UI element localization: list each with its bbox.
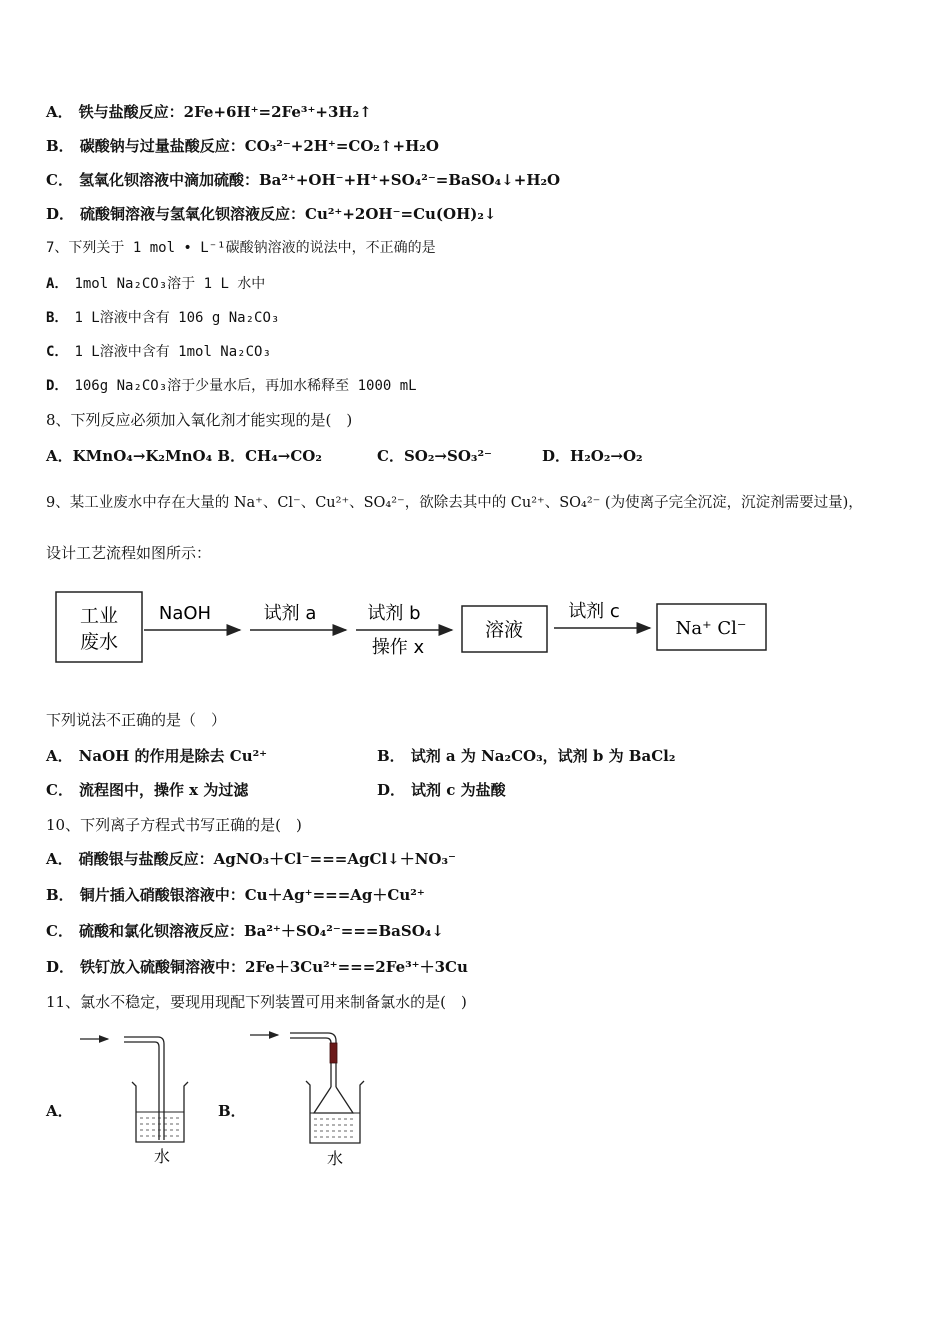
box3-label: Na⁺ Cl⁻ <box>675 618 747 639</box>
water-label: 水 <box>153 1147 171 1166</box>
q10-option-d <box>46 957 468 977</box>
option-label: B． <box>46 886 74 904</box>
gas-tube-inner <box>124 1042 159 1140</box>
option-label: B． <box>46 137 74 155</box>
option-label: B． <box>217 447 246 465</box>
option-label: A． <box>46 103 73 121</box>
funnel-icon <box>314 1087 353 1113</box>
arrow3-label-bottom: 操作 x <box>371 637 425 658</box>
option-text: KMnO₄→K₂MnO₄ <box>72 447 213 465</box>
q7-stem: 7、下列关于 1 mol • L⁻¹碳酸钠溶液的说法中，不正确的是 <box>46 240 436 256</box>
option-label: C． <box>377 447 404 465</box>
option-label: D． <box>46 958 75 976</box>
option-text: 铁钉放入硫酸铜溶液中：2Fe＋3Cu²⁺===2Fe³⁺＋3Cu <box>80 958 468 976</box>
box2-label: 溶液 <box>484 619 524 641</box>
box1-label: 工业 <box>79 605 119 627</box>
option-label: A． <box>46 276 69 292</box>
option-label: C． <box>46 171 73 189</box>
apparatus-a <box>76 1030 196 1170</box>
option-text: 铜片插入硝酸银溶液中：Cu＋Ag⁺===Ag＋Cu²⁺ <box>79 886 425 904</box>
q7-option-a <box>46 274 265 294</box>
arrow2-label: 试剂 a <box>263 603 317 624</box>
rubber-tube-icon <box>330 1043 337 1063</box>
option-text: 106g Na₂CO₃溶于少量水后，再加水稀释至 1000 mL <box>74 378 417 394</box>
q8-option-c <box>377 446 492 466</box>
option-text: 硝酸银与盐酸反应：AgNO₃＋Cl⁻===AgCl↓＋NO₃⁻ <box>78 850 456 868</box>
option-text: CH₄→CO₂ <box>245 447 322 465</box>
option-text: 试剂 a 为 Na₂CO₃，试剂 b 为 BaCl₂ <box>410 747 676 765</box>
q8-stem: 8、下列反应必须加入氧化剂才能实现的是( ) <box>46 411 353 429</box>
q8-options <box>46 446 322 466</box>
q9-stem-line2: 设计工艺流程如图所示： <box>46 544 212 562</box>
option-label: B． <box>46 310 69 326</box>
arrow4-label: 试剂 c <box>568 601 620 622</box>
q6-option-d <box>46 204 497 224</box>
q6-option-b <box>46 136 439 156</box>
q10-option-a <box>46 849 456 869</box>
box1-label-2: 废水 <box>79 631 119 653</box>
option-text: 1 L溶液中含有 1mol Na₂CO₃ <box>74 344 271 360</box>
option-label: C． <box>46 781 73 799</box>
q10-option-c <box>46 921 444 941</box>
q9-option-d <box>377 780 506 800</box>
option-label: A． <box>46 850 73 868</box>
q9-option-c <box>46 780 248 800</box>
option-label: B． <box>377 747 405 765</box>
q7-option-b <box>46 308 279 328</box>
option-text: 试剂 c 为盐酸 <box>411 781 506 799</box>
option-text: 碳酸钠与过量盐酸反应：CO₃²⁻+2H⁺=CO₂↑+H₂O <box>79 137 439 155</box>
q9-option-b <box>377 746 675 766</box>
option-label: D． <box>377 781 406 799</box>
option-label: D． <box>46 378 69 394</box>
q7-option-d <box>46 376 417 396</box>
q11-stem: 11、氯水不稳定，要现用现配下列装置可用来制备氯水的是( ) <box>46 993 467 1011</box>
option-text: 硫酸铜溶液与氢氧化钡溶液反应：Cu²⁺+2OH⁻=Cu(OH)₂↓ <box>80 205 497 223</box>
option-text: 1mol Na₂CO₃溶于 1 L 水中 <box>74 276 266 292</box>
q9-stem-line1: 9、某工业废水中存在大量的 Na⁺、Cl⁻、Cu²⁺、SO₄²⁻，欲除去其中的 Cu²⁺、SO₄²⁻ (为使离子完全沉淀，沉淀剂需要过量)， <box>46 495 863 511</box>
option-text: 铁与盐酸反应：2Fe+6H⁺=2Fe³⁺+3H₂↑ <box>78 103 372 121</box>
option-text: H₂O₂→O₂ <box>570 447 643 465</box>
q11-option-a-label: A． <box>46 1102 73 1120</box>
option-text: 流程图中，操作 x 为过滤 <box>78 781 249 799</box>
option-label: A． <box>46 447 73 465</box>
option-text: NaOH 的作用是除去 Cu²⁺ <box>78 747 268 765</box>
option-text: SO₂→SO₃²⁻ <box>403 447 492 465</box>
q10-option-b <box>46 885 425 905</box>
q10-stem: 10、下列离子方程式书写正确的是( ) <box>46 816 302 834</box>
q6-option-a <box>46 102 372 122</box>
option-text: 硫酸和氯化钡溶液反应：Ba²⁺＋SO₄²⁻===BaSO₄↓ <box>78 922 444 940</box>
option-text: 氢氧化钡溶液中滴加硫酸：Ba²⁺+OH⁻+H⁺+SO₄²⁻=BaSO₄↓+H₂O <box>78 171 561 189</box>
option-text: 1 L溶液中含有 106 g Na₂CO₃ <box>74 310 280 326</box>
apparatus-b <box>246 1025 376 1170</box>
gas-tube-outer <box>124 1037 164 1140</box>
option-label: C． <box>46 922 73 940</box>
arrow1-label: NaOH <box>158 603 212 624</box>
arrow3-label-top: 试剂 b <box>367 603 421 624</box>
process-flow-diagram <box>54 586 774 666</box>
q6-option-c <box>46 170 560 190</box>
option-label: D． <box>46 205 75 223</box>
q9-question: 下列说法不正确的是（ ） <box>46 711 227 729</box>
q8-option-d <box>542 446 643 466</box>
gas-tube-inner <box>290 1038 331 1047</box>
option-label: C． <box>46 344 69 360</box>
option-label: D． <box>542 447 571 465</box>
q7-option-c <box>46 342 271 362</box>
gas-tube-outer <box>290 1033 336 1047</box>
q9-option-a <box>46 746 267 766</box>
water-label: 水 <box>326 1149 344 1168</box>
option-label: A． <box>46 747 73 765</box>
q11-option-b-label: B． <box>218 1102 246 1120</box>
